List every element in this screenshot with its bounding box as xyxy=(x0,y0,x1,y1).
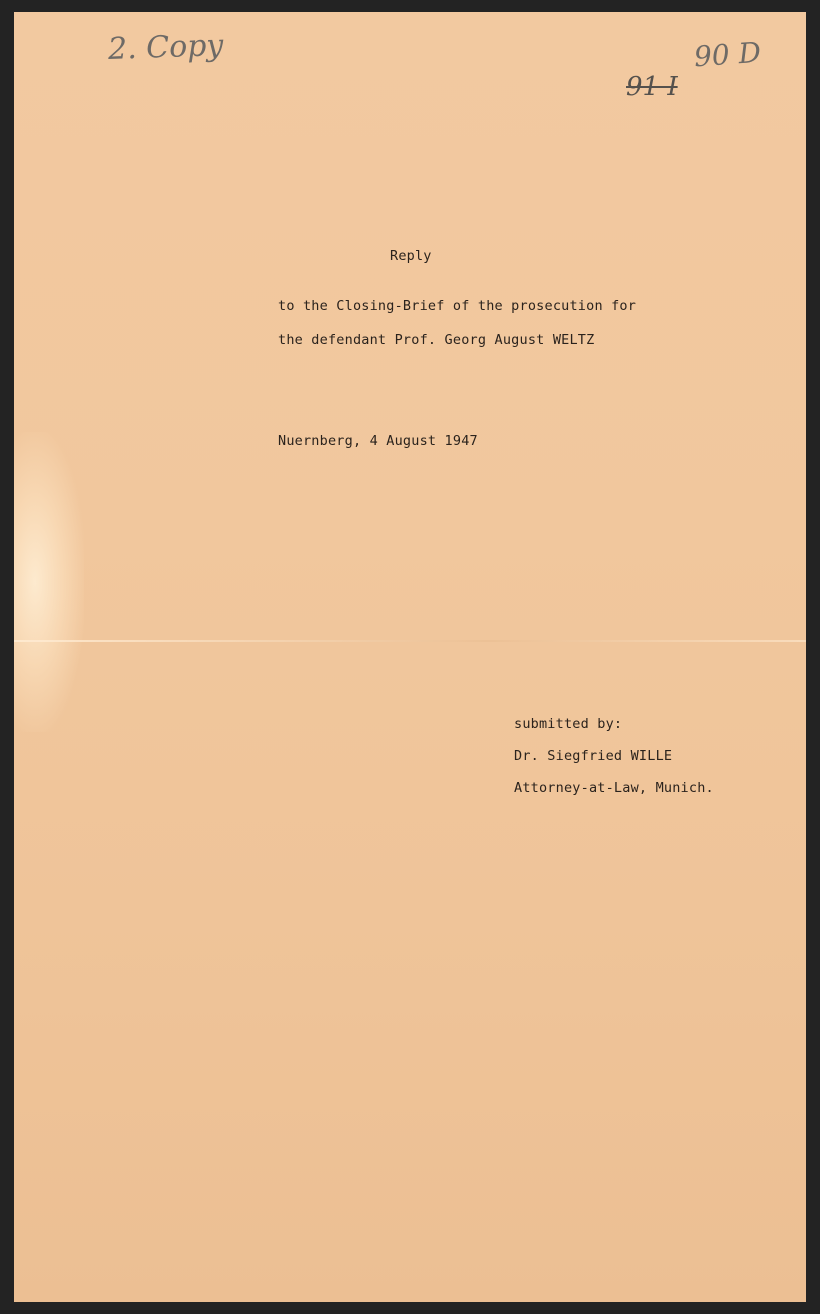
handwritten-copy-note: 2. Copy xyxy=(107,27,224,68)
handwritten-page-number: 90 D xyxy=(692,35,763,74)
paper-fade-mark xyxy=(14,432,84,732)
submitter-name: Dr. Siegfried WILLE xyxy=(514,748,673,764)
document-page xyxy=(14,12,806,1302)
subtitle-line-1: to the Closing-Brief of the prosecution for xyxy=(278,298,637,314)
handwritten-struck-number: 91 I xyxy=(626,72,678,102)
paper-fold-line xyxy=(14,640,806,642)
submitted-label: submitted by: xyxy=(514,716,623,732)
document-title: Reply xyxy=(390,248,432,264)
subtitle-line-2: the defendant Prof. Georg August WELTZ xyxy=(278,332,595,348)
submitter-role: Attorney-at-Law, Munich. xyxy=(514,780,714,796)
place-date: Nuernberg, 4 August 1947 xyxy=(278,433,478,449)
